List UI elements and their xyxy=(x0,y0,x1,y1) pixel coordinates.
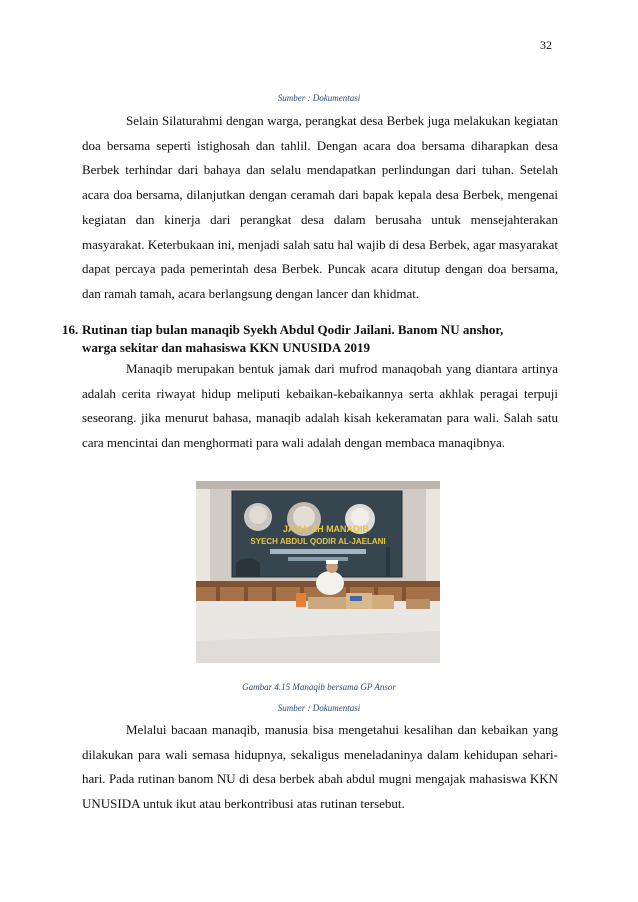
paragraph-silaturahmi xyxy=(82,109,558,307)
page-number: 32 xyxy=(540,38,552,52)
banner-subtitle: SYECH ABDUL QODIR AL-JAELANI xyxy=(250,537,386,546)
banner-title: JAMA'AH MANAQIB xyxy=(282,524,370,534)
section-heading-16 xyxy=(62,321,562,357)
paragraph-1-text: Selain Silaturahmi dengan warga, perangkat desa Berbek juga melakukan kegiatan doa bersama seperti istighosah dan tahlil. Dengan acara doa bersama diharapkan desa Berbek terhindar dari bahaya dan selalu mendapatkan perlindungan dari tuhan. Setelah acara doa bersama, dilanjutkan dengan ceramah dari bapak kepala desa Berbek, mengenai kegiatan dan kinerja dari perangkat desa dalam berusaha untuk mensejahterakan masyarakat. Keterbukaan ini, menjadi salah satu hal wajib di desa Berbek, agar masyarakat dapat percaya pada pemerintah desa Berbek. Puncak acara ditutup dengan doa bersama, dan ramah tamah, acara berlangsung dengan lancer dan khidmat. xyxy=(82,113,558,301)
source-caption-top: Sumber : Dokumentasi xyxy=(277,93,361,103)
paragraph-bacaan-manaqib xyxy=(82,718,558,817)
paragraph-3-text: Melalui bacaan manaqib, manusia bisa mengetahui kesalihan dan kebaikan yang dilakukan para wali semasa hidupnya, sekaligus meneladaninya dalam kehidupan sehari-hari. Pada rutinan banom NU di desa berbek abah abdul mugni mengajak mahasiswa KKN UNUSIDA untuk ikut atau berkontribusi atas rutinan tersebut. xyxy=(82,722,558,812)
event-photo xyxy=(196,481,440,663)
heading-line-1: Rutinan tiap bulan manaqib Syekh Abdul Qodir Jailani. Banom NU anshor, xyxy=(82,322,504,337)
event-photo-illustration xyxy=(196,481,440,663)
paragraph-manaqib xyxy=(82,357,558,456)
paragraph-2-text: Manaqib merupakan bentuk jamak dari mufrod manaqobah yang diantara artinya adalah cerita riwayat hidup meliputi kebaikan-kebaikannya serta akhlak peragai terpuji seseorang. jika menurut bahasa, manaqib adalah kisah kekeramatan para wali. Salah satu cara mencintai dan menghormati para wali adalah dengan membaca manaqibnya. xyxy=(82,361,558,451)
figure-caption: Gambar 4.15 Manaqib bersama GP Ansor xyxy=(242,682,396,692)
heading-number: 16. xyxy=(62,322,79,337)
heading-line-2: warga sekitar dan mahasiswa KKN UNUSIDA 2019 xyxy=(82,340,370,355)
source-caption-bottom: Sumber : Dokumentasi xyxy=(277,703,361,713)
